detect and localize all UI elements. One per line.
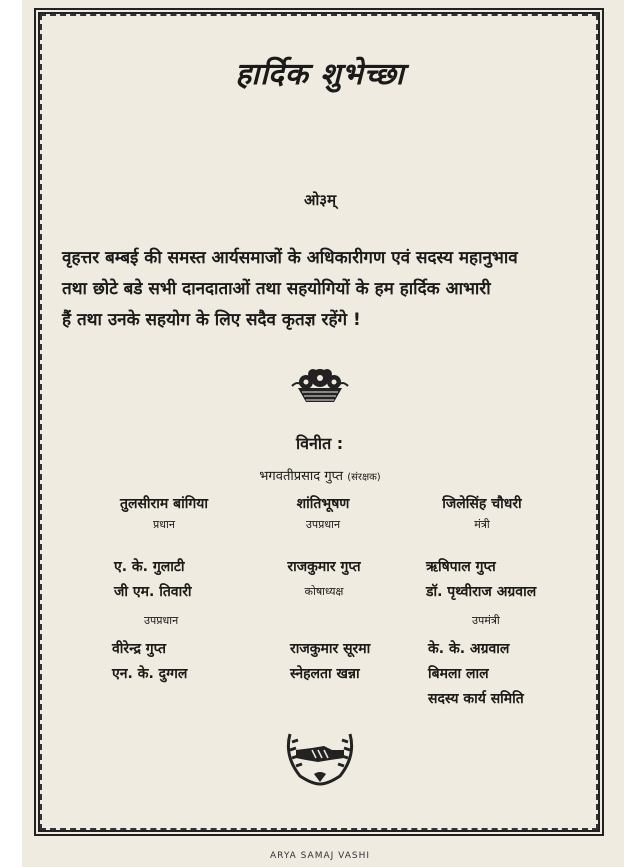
member-role: उपमंत्री (472, 614, 500, 627)
member-role: उपप्रधान (144, 614, 179, 627)
member-name: तुलसीराम बांगिया (119, 496, 209, 512)
message-line: तथा छोटे बडे सभी दानदाताओं तथा सहयोगियों के हम हार्दिक आभारी (62, 279, 491, 299)
member-jilesingh (412, 494, 552, 532)
member-name: वीरेन्द्र गुप्त (112, 641, 166, 657)
member-name: स्नेहलता खन्ना (290, 666, 360, 682)
member-tulsiram (104, 494, 224, 532)
vineet-label: विनीत : (296, 434, 344, 453)
message-line: वृहत्तर बम्बई की समस्त आर्यसमाजों के अधिकारीगण एवं सदस्य महानुभाव (62, 248, 518, 268)
member-name: सदस्य कार्य समिति (428, 691, 524, 707)
handshake-emblem-icon (282, 724, 358, 788)
member-gulati-tiwari (114, 557, 244, 628)
member-name: एन. के. दुग्गल (112, 666, 188, 682)
member-virendra-duggal (112, 639, 242, 683)
member-name: शांतिभूषण (296, 496, 350, 512)
member-surma-khanna (290, 639, 414, 683)
member-name: राजकुमार गुप्त (287, 559, 361, 575)
member-name: जी एम. तिवारी (114, 584, 192, 600)
page-title: हार्दिक शुभेच्छा (235, 57, 405, 92)
member-role: मंत्री (474, 518, 490, 531)
member-role: कोषाध्यक्ष (304, 585, 344, 598)
member-name: डॉ. पृथ्वीराज अग्रवाल (426, 584, 537, 600)
member-name: ऋषिपाल गुप्त (426, 559, 496, 575)
message-line: हैं तथा उनके सहयोग के लिए सदैव कृतज्ञ रहेंगे ! (62, 310, 361, 330)
member-name: राजकुमार सूरमा (290, 641, 371, 657)
member-rajkumar-gupt (262, 557, 386, 599)
patron (0, 466, 640, 484)
footer-label: ARYA SAMAJ VASHI (270, 851, 370, 861)
member-name: ए. के. गुलाटी (114, 559, 185, 575)
member-rishipal-prithviraj (426, 557, 576, 628)
member-name: जिलेसिंह चौधरी (442, 496, 522, 512)
message-paragraph (62, 243, 588, 336)
om-heading: ओ३म् (303, 191, 337, 209)
patron-name: भगवतीप्रसाद गुप्त (259, 469, 344, 484)
patron-role: (संरक्षक) (347, 472, 381, 483)
member-name: बिमला लाल (428, 666, 489, 682)
member-name: के. के. अग्रवाल (428, 641, 510, 657)
flower-basket-icon (288, 364, 352, 404)
member-role: प्रधान (153, 518, 175, 531)
member-agrawal-lal-committee (428, 639, 568, 708)
member-role: उपप्रधान (305, 518, 341, 531)
member-shantibhushan (268, 494, 378, 532)
